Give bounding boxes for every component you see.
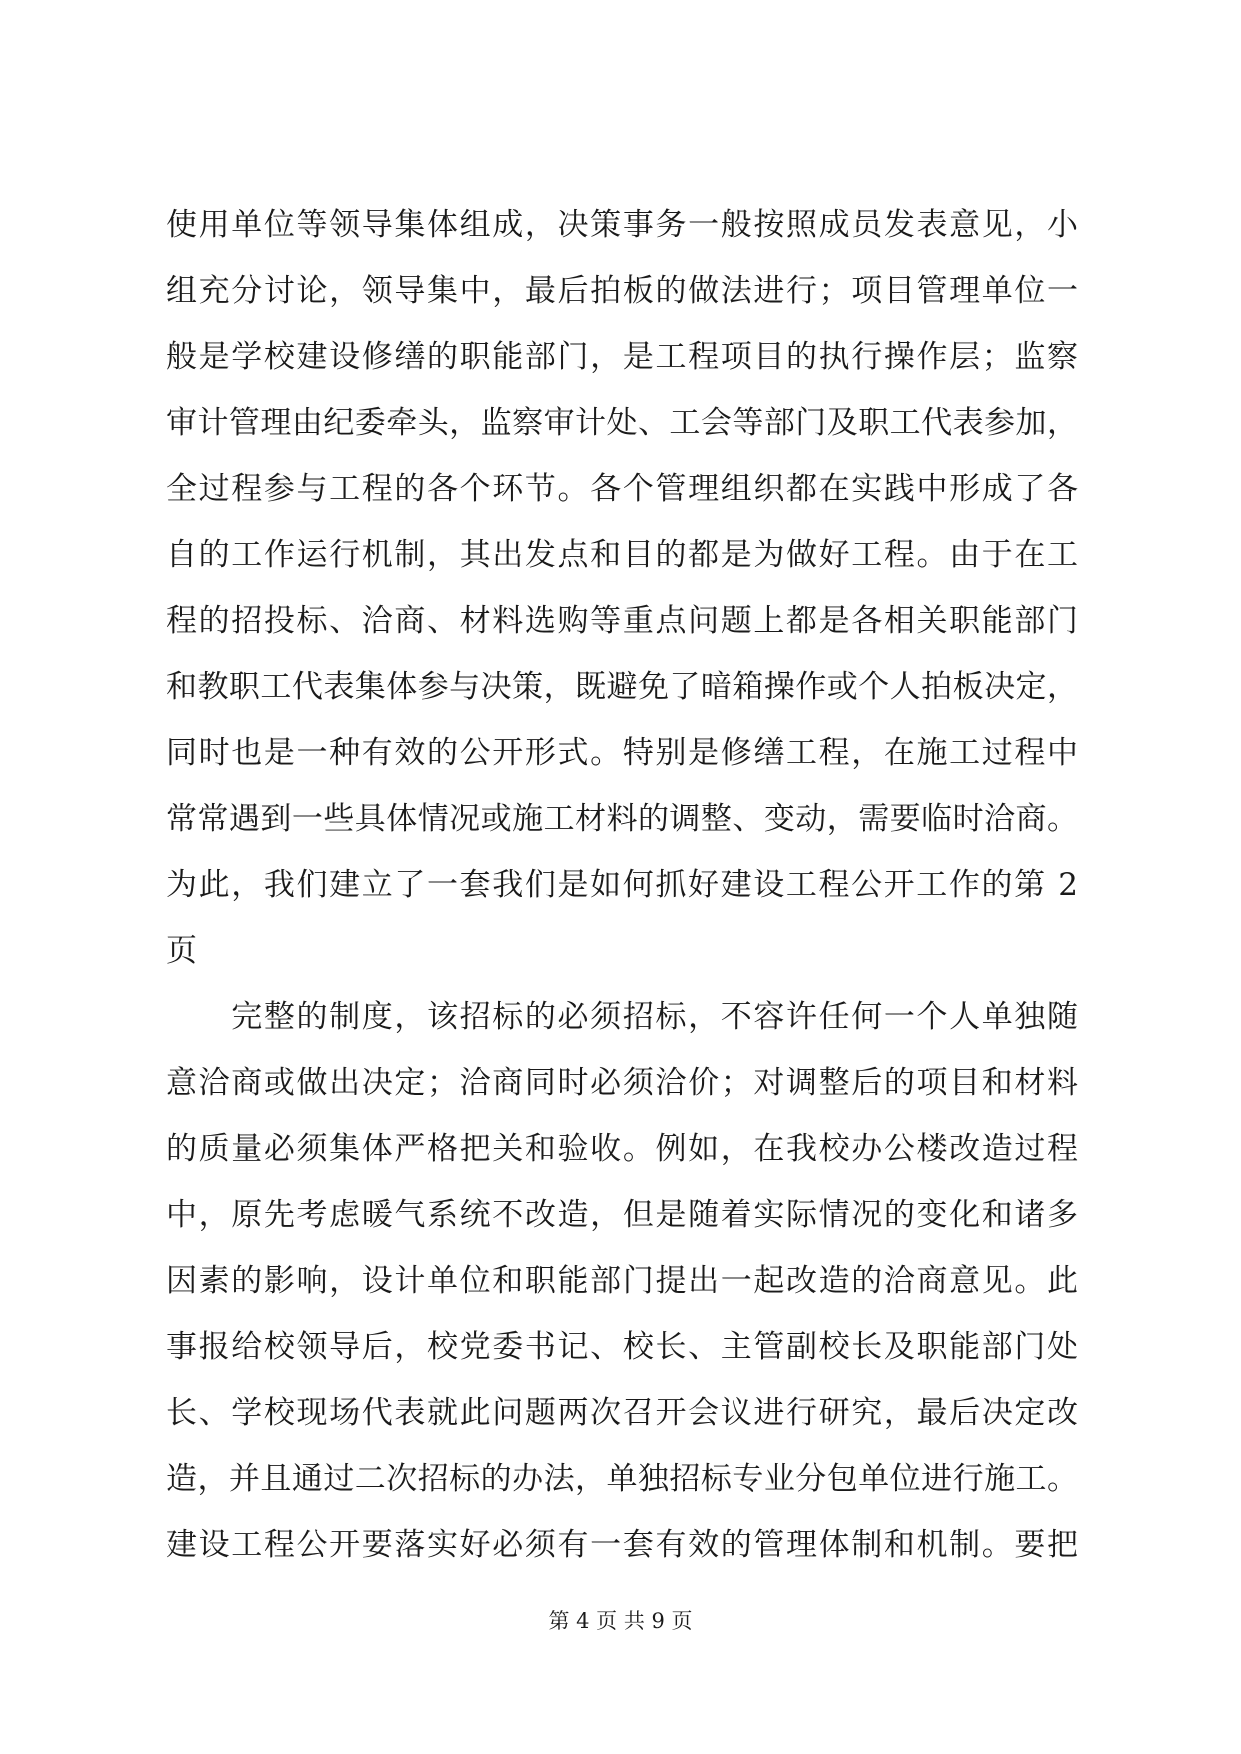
body-text-line: 长、学校现场代表就此问题两次召开会议进行研究，最后决定改	[166, 1395, 1078, 1431]
body-text-line: 组充分讨论，领导集中，最后拍板的做法进行；项目管理单位一	[166, 273, 1078, 309]
body-text-line: 建设工程公开要落实好必须有一套有效的管理体制和机制。要把	[166, 1527, 1078, 1563]
body-text-line: 使用单位等领导集体组成，决策事务一般按照成员发表意见，小	[166, 207, 1078, 243]
body-text-line: 全过程参与工程的各个环节。各个管理组织都在实践中形成了各	[166, 471, 1078, 507]
body-text-line: 程的招投标、洽商、材料选购等重点问题上都是各相关职能部门	[166, 603, 1078, 639]
body-text-line: 为此，我们建立了一套我们是如何抓好建设工程公开工作的第 2	[166, 867, 1078, 903]
page-number-footer: 第 4 页 共 9 页	[548, 1609, 693, 1633]
body-text-line: 意洽商或做出决定；洽商同时必须洽价；对调整后的项目和材料	[166, 1065, 1078, 1101]
body-text-line: 审计管理由纪委牵头，监察审计处、工会等部门及职工代表参加，	[166, 405, 1078, 441]
body-text-line: 的质量必须集体严格把关和验收。例如，在我校办公楼改造过程	[166, 1131, 1078, 1167]
body-text-line: 造，并且通过二次招标的办法，单独招标专业分包单位进行施工。	[166, 1461, 1078, 1497]
body-text-line: 中，原先考虑暖气系统不改造，但是随着实际情况的变化和诸多	[166, 1197, 1078, 1233]
body-text-line: 因素的影响，设计单位和职能部门提出一起改造的洽商意见。此	[166, 1263, 1078, 1299]
body-text-line: 自的工作运行机制，其出发点和目的都是为做好工程。由于在工	[166, 537, 1078, 573]
body-text-line: 常常遇到一些具体情况或施工材料的调整、变动，需要临时洽商。	[166, 801, 1078, 837]
body-text-line: 事报给校领导后，校党委书记、校长、主管副校长及职能部门处	[166, 1329, 1078, 1365]
body-text-line: 页	[166, 933, 197, 969]
body-text-line: 同时也是一种有效的公开形式。特别是修缮工程，在施工过程中	[166, 735, 1078, 771]
paragraph-start-line: 完整的制度，该招标的必须招标，不容许任何一个人单独随	[166, 999, 1078, 1035]
body-text-line: 般是学校建设修缮的职能部门，是工程项目的执行操作层；监察	[166, 339, 1078, 375]
body-text-line: 和教职工代表集体参与决策，既避免了暗箱操作或个人拍板决定，	[166, 669, 1078, 705]
